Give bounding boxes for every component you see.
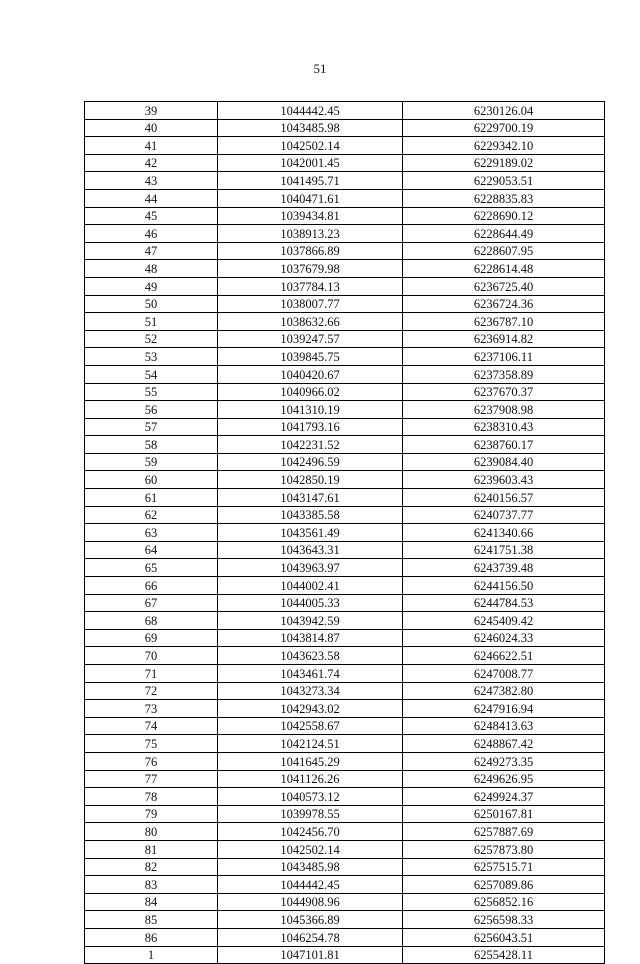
x-coordinate-cell: 1037679.98 bbox=[218, 260, 403, 278]
y-coordinate-cell: 6257089.86 bbox=[403, 876, 605, 894]
table-row bbox=[85, 823, 605, 841]
y-coordinate-cell: 6228835.83 bbox=[403, 189, 605, 207]
table-row bbox=[85, 489, 605, 507]
point-number-cell: 78 bbox=[85, 788, 218, 806]
point-number-cell: 55 bbox=[85, 383, 218, 401]
x-coordinate-cell: 1041126.26 bbox=[218, 770, 403, 788]
table-row bbox=[85, 348, 605, 366]
y-coordinate-cell: 6236914.82 bbox=[403, 330, 605, 348]
y-coordinate-cell: 6228607.95 bbox=[403, 242, 605, 260]
x-coordinate-cell: 1041495.71 bbox=[218, 172, 403, 190]
y-coordinate-cell: 6248867.42 bbox=[403, 735, 605, 753]
point-number-cell: 51 bbox=[85, 313, 218, 331]
table-row bbox=[85, 242, 605, 260]
point-number-cell: 73 bbox=[85, 700, 218, 718]
table-row bbox=[85, 541, 605, 559]
x-coordinate-cell: 1041310.19 bbox=[218, 401, 403, 419]
y-coordinate-cell: 6257873.80 bbox=[403, 840, 605, 858]
y-coordinate-cell: 6244156.50 bbox=[403, 577, 605, 595]
table-row bbox=[85, 418, 605, 436]
point-number-cell: 85 bbox=[85, 911, 218, 929]
x-coordinate-cell: 1042558.67 bbox=[218, 717, 403, 735]
y-coordinate-cell: 6237670.37 bbox=[403, 383, 605, 401]
y-coordinate-cell: 6248413.63 bbox=[403, 717, 605, 735]
point-number-cell: 62 bbox=[85, 506, 218, 524]
x-coordinate-cell: 1043485.98 bbox=[218, 119, 403, 137]
table-row bbox=[85, 137, 605, 155]
table-row bbox=[85, 172, 605, 190]
x-coordinate-cell: 1042231.52 bbox=[218, 436, 403, 454]
coordinates-table-body bbox=[85, 102, 605, 964]
x-coordinate-cell: 1039978.55 bbox=[218, 805, 403, 823]
x-coordinate-cell: 1043385.58 bbox=[218, 506, 403, 524]
point-number-cell: 63 bbox=[85, 524, 218, 542]
point-number-cell: 50 bbox=[85, 295, 218, 313]
point-number-cell: 79 bbox=[85, 805, 218, 823]
table-row bbox=[85, 277, 605, 295]
x-coordinate-cell: 1044442.45 bbox=[218, 876, 403, 894]
table-row bbox=[85, 383, 605, 401]
y-coordinate-cell: 6228614.48 bbox=[403, 260, 605, 278]
point-number-cell: 41 bbox=[85, 137, 218, 155]
y-coordinate-cell: 6245409.42 bbox=[403, 612, 605, 630]
x-coordinate-cell: 1042850.19 bbox=[218, 471, 403, 489]
x-coordinate-cell: 1043461.74 bbox=[218, 665, 403, 683]
y-coordinate-cell: 6238310.43 bbox=[403, 418, 605, 436]
table-row bbox=[85, 612, 605, 630]
table-row bbox=[85, 453, 605, 471]
y-coordinate-cell: 6246622.51 bbox=[403, 647, 605, 665]
x-coordinate-cell: 1042124.51 bbox=[218, 735, 403, 753]
y-coordinate-cell: 6247008.77 bbox=[403, 665, 605, 683]
table-row bbox=[85, 154, 605, 172]
table-row bbox=[85, 911, 605, 929]
point-number-cell: 60 bbox=[85, 471, 218, 489]
table-row bbox=[85, 876, 605, 894]
point-number-cell: 65 bbox=[85, 559, 218, 577]
table-row bbox=[85, 629, 605, 647]
table-row bbox=[85, 647, 605, 665]
table-row bbox=[85, 858, 605, 876]
table-row bbox=[85, 577, 605, 595]
point-number-cell: 40 bbox=[85, 119, 218, 137]
y-coordinate-cell: 6256598.33 bbox=[403, 911, 605, 929]
table-row bbox=[85, 928, 605, 946]
point-number-cell: 59 bbox=[85, 453, 218, 471]
point-number-cell: 67 bbox=[85, 594, 218, 612]
x-coordinate-cell: 1038913.23 bbox=[218, 225, 403, 243]
point-number-cell: 45 bbox=[85, 207, 218, 225]
point-number-cell: 80 bbox=[85, 823, 218, 841]
point-number-cell: 75 bbox=[85, 735, 218, 753]
y-coordinate-cell: 6250167.81 bbox=[403, 805, 605, 823]
table-row bbox=[85, 401, 605, 419]
x-coordinate-cell: 1042502.14 bbox=[218, 137, 403, 155]
point-number-cell: 52 bbox=[85, 330, 218, 348]
point-number-cell: 86 bbox=[85, 928, 218, 946]
x-coordinate-cell: 1040966.02 bbox=[218, 383, 403, 401]
point-number-cell: 1 bbox=[85, 946, 218, 964]
point-number-cell: 61 bbox=[85, 489, 218, 507]
table-row bbox=[85, 119, 605, 137]
y-coordinate-cell: 6249626.95 bbox=[403, 770, 605, 788]
y-coordinate-cell: 6237106.11 bbox=[403, 348, 605, 366]
table-row bbox=[85, 788, 605, 806]
point-number-cell: 48 bbox=[85, 260, 218, 278]
x-coordinate-cell: 1043485.98 bbox=[218, 858, 403, 876]
y-coordinate-cell: 6238760.17 bbox=[403, 436, 605, 454]
x-coordinate-cell: 1039247.57 bbox=[218, 330, 403, 348]
point-number-cell: 42 bbox=[85, 154, 218, 172]
x-coordinate-cell: 1038632.66 bbox=[218, 313, 403, 331]
y-coordinate-cell: 6256043.51 bbox=[403, 928, 605, 946]
x-coordinate-cell: 1043814.87 bbox=[218, 629, 403, 647]
x-coordinate-cell: 1047101.81 bbox=[218, 946, 403, 964]
x-coordinate-cell: 1042943.02 bbox=[218, 700, 403, 718]
y-coordinate-cell: 6256852.16 bbox=[403, 893, 605, 911]
x-coordinate-cell: 1043942.59 bbox=[218, 612, 403, 630]
table-row bbox=[85, 313, 605, 331]
x-coordinate-cell: 1042502.14 bbox=[218, 840, 403, 858]
table-row bbox=[85, 207, 605, 225]
table-row bbox=[85, 700, 605, 718]
table-row bbox=[85, 840, 605, 858]
y-coordinate-cell: 6229053.51 bbox=[403, 172, 605, 190]
table-row bbox=[85, 189, 605, 207]
table-row bbox=[85, 717, 605, 735]
table-row bbox=[85, 682, 605, 700]
x-coordinate-cell: 1042496.59 bbox=[218, 453, 403, 471]
y-coordinate-cell: 6249273.35 bbox=[403, 752, 605, 770]
y-coordinate-cell: 6229342.10 bbox=[403, 137, 605, 155]
y-coordinate-cell: 6257515.71 bbox=[403, 858, 605, 876]
x-coordinate-cell: 1043643.31 bbox=[218, 541, 403, 559]
x-coordinate-cell: 1041645.29 bbox=[218, 752, 403, 770]
table-row bbox=[85, 436, 605, 454]
y-coordinate-cell: 6240737.77 bbox=[403, 506, 605, 524]
point-number-cell: 58 bbox=[85, 436, 218, 454]
table-row bbox=[85, 805, 605, 823]
point-number-cell: 43 bbox=[85, 172, 218, 190]
y-coordinate-cell: 6236787.10 bbox=[403, 313, 605, 331]
y-coordinate-cell: 6229700.19 bbox=[403, 119, 605, 137]
table-row bbox=[85, 365, 605, 383]
y-coordinate-cell: 6239603.43 bbox=[403, 471, 605, 489]
x-coordinate-cell: 1039845.75 bbox=[218, 348, 403, 366]
y-coordinate-cell: 6243739.48 bbox=[403, 559, 605, 577]
table-row bbox=[85, 471, 605, 489]
y-coordinate-cell: 6229189.02 bbox=[403, 154, 605, 172]
x-coordinate-cell: 1046254.78 bbox=[218, 928, 403, 946]
x-coordinate-cell: 1040420.67 bbox=[218, 365, 403, 383]
table-row bbox=[85, 665, 605, 683]
point-number-cell: 64 bbox=[85, 541, 218, 559]
point-number-cell: 66 bbox=[85, 577, 218, 595]
point-number-cell: 49 bbox=[85, 277, 218, 295]
point-number-cell: 82 bbox=[85, 858, 218, 876]
point-number-cell: 56 bbox=[85, 401, 218, 419]
table-row bbox=[85, 752, 605, 770]
table-row bbox=[85, 506, 605, 524]
x-coordinate-cell: 1045366.89 bbox=[218, 911, 403, 929]
table-row bbox=[85, 330, 605, 348]
point-number-cell: 53 bbox=[85, 348, 218, 366]
point-number-cell: 47 bbox=[85, 242, 218, 260]
x-coordinate-cell: 1042456.70 bbox=[218, 823, 403, 841]
point-number-cell: 81 bbox=[85, 840, 218, 858]
point-number-cell: 77 bbox=[85, 770, 218, 788]
y-coordinate-cell: 6244784.53 bbox=[403, 594, 605, 612]
y-coordinate-cell: 6240156.57 bbox=[403, 489, 605, 507]
page-number: 51 bbox=[313, 61, 327, 76]
y-coordinate-cell: 6237908.98 bbox=[403, 401, 605, 419]
y-coordinate-cell: 6239084.40 bbox=[403, 453, 605, 471]
x-coordinate-cell: 1037866.89 bbox=[218, 242, 403, 260]
x-coordinate-cell: 1043623.58 bbox=[218, 647, 403, 665]
y-coordinate-cell: 6236724.36 bbox=[403, 295, 605, 313]
x-coordinate-cell: 1041793.16 bbox=[218, 418, 403, 436]
point-number-cell: 68 bbox=[85, 612, 218, 630]
y-coordinate-cell: 6241751.38 bbox=[403, 541, 605, 559]
x-coordinate-cell: 1043561.49 bbox=[218, 524, 403, 542]
y-coordinate-cell: 6241340.66 bbox=[403, 524, 605, 542]
table-row bbox=[85, 260, 605, 278]
x-coordinate-cell: 1043963.97 bbox=[218, 559, 403, 577]
point-number-cell: 54 bbox=[85, 365, 218, 383]
point-number-cell: 46 bbox=[85, 225, 218, 243]
point-number-cell: 57 bbox=[85, 418, 218, 436]
point-number-cell: 70 bbox=[85, 647, 218, 665]
point-number-cell: 72 bbox=[85, 682, 218, 700]
point-number-cell: 84 bbox=[85, 893, 218, 911]
point-number-cell: 83 bbox=[85, 876, 218, 894]
y-coordinate-cell: 6230126.04 bbox=[403, 102, 605, 120]
x-coordinate-cell: 1039434.81 bbox=[218, 207, 403, 225]
table-row bbox=[85, 893, 605, 911]
point-number-cell: 74 bbox=[85, 717, 218, 735]
y-coordinate-cell: 6257887.69 bbox=[403, 823, 605, 841]
x-coordinate-cell: 1040471.61 bbox=[218, 189, 403, 207]
point-number-cell: 76 bbox=[85, 752, 218, 770]
y-coordinate-cell: 6247382.80 bbox=[403, 682, 605, 700]
x-coordinate-cell: 1037784.13 bbox=[218, 277, 403, 295]
x-coordinate-cell: 1043147.61 bbox=[218, 489, 403, 507]
point-number-cell: 44 bbox=[85, 189, 218, 207]
table-row bbox=[85, 594, 605, 612]
y-coordinate-cell: 6249924.37 bbox=[403, 788, 605, 806]
table-row bbox=[85, 102, 605, 120]
table-row bbox=[85, 295, 605, 313]
y-coordinate-cell: 6228690.12 bbox=[403, 207, 605, 225]
y-coordinate-cell: 6228644.49 bbox=[403, 225, 605, 243]
table-row bbox=[85, 770, 605, 788]
x-coordinate-cell: 1044442.45 bbox=[218, 102, 403, 120]
table-row bbox=[85, 559, 605, 577]
y-coordinate-cell: 6236725.40 bbox=[403, 277, 605, 295]
coordinates-table bbox=[84, 101, 605, 964]
point-number-cell: 71 bbox=[85, 665, 218, 683]
point-number-cell: 39 bbox=[85, 102, 218, 120]
point-number-cell: 69 bbox=[85, 629, 218, 647]
table-row bbox=[85, 946, 605, 964]
table-row bbox=[85, 524, 605, 542]
x-coordinate-cell: 1044005.33 bbox=[218, 594, 403, 612]
y-coordinate-cell: 6246024.33 bbox=[403, 629, 605, 647]
x-coordinate-cell: 1043273.34 bbox=[218, 682, 403, 700]
x-coordinate-cell: 1042001.45 bbox=[218, 154, 403, 172]
x-coordinate-cell: 1044002.41 bbox=[218, 577, 403, 595]
x-coordinate-cell: 1038007.77 bbox=[218, 295, 403, 313]
y-coordinate-cell: 6247916.94 bbox=[403, 700, 605, 718]
y-coordinate-cell: 6237358.89 bbox=[403, 365, 605, 383]
x-coordinate-cell: 1044908.96 bbox=[218, 893, 403, 911]
table-row bbox=[85, 225, 605, 243]
x-coordinate-cell: 1040573.12 bbox=[218, 788, 403, 806]
table-row bbox=[85, 735, 605, 753]
y-coordinate-cell: 6255428.11 bbox=[403, 946, 605, 964]
